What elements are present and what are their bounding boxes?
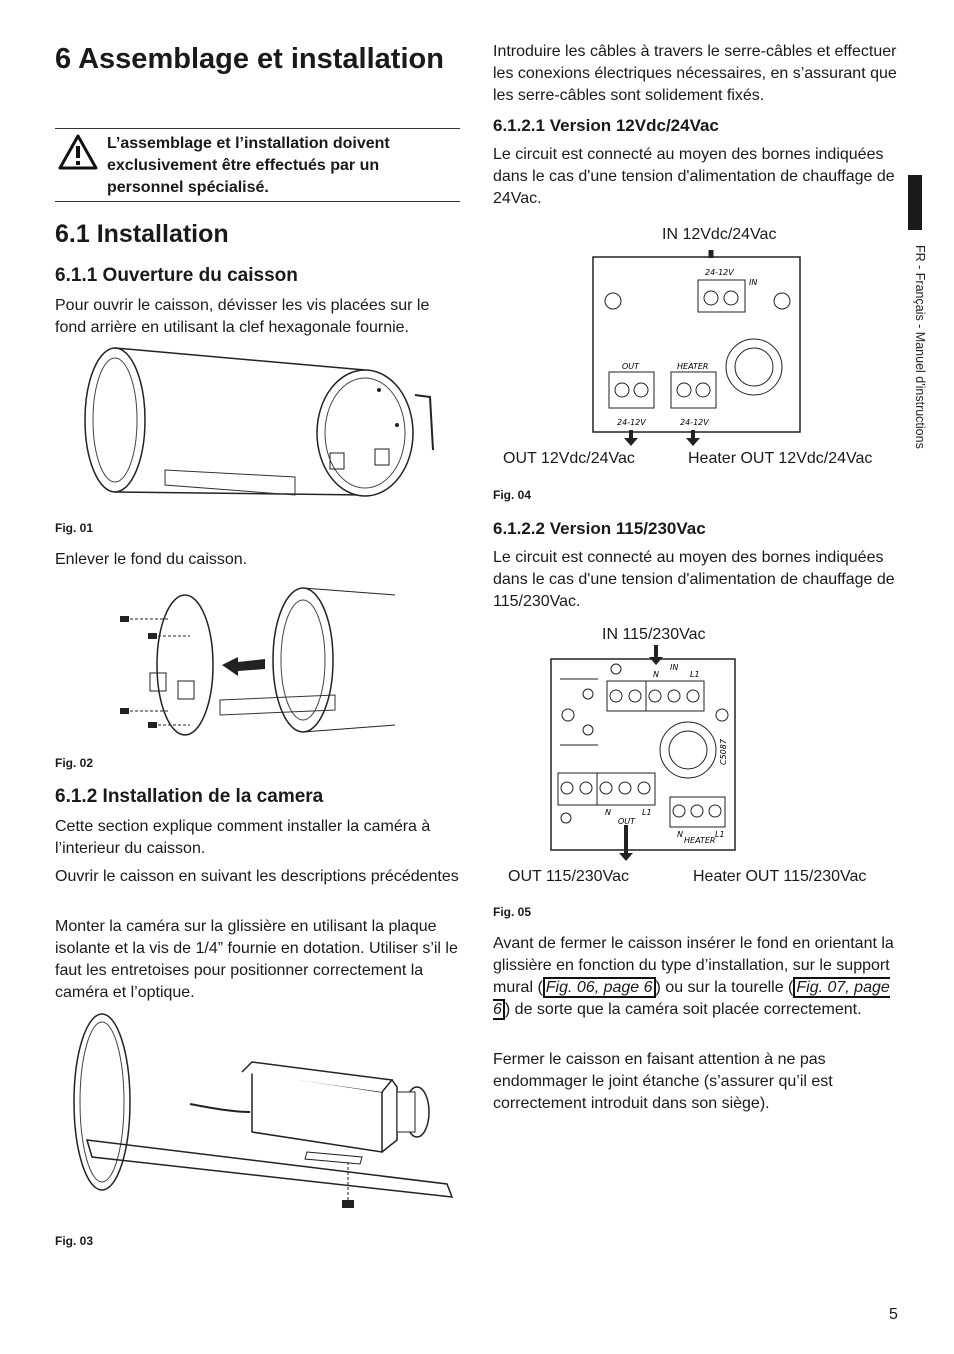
warning-triangle-icon	[57, 133, 99, 171]
paragraph-230v-circuit: Le circuit est connecté au moyen des bornes indiquées dans le cas d'une tension d'alimentation de chauffage de 115/230Vac.	[493, 549, 895, 610]
board5-label-n-out: N	[605, 808, 611, 817]
paragraph-camera-intro: Cette section explique comment installer la caméra à l’interieur du caisson.	[55, 818, 431, 857]
board-label-heater: HEATER	[677, 362, 709, 371]
board5-label-l1-heater: L1	[715, 830, 725, 839]
section-6-1-1-title: 6.1.1 Ouverture du caisson	[55, 265, 298, 286]
section-6-1-2-1-title: 6.1.2.1 Version 12Vdc/24Vac	[493, 116, 719, 135]
fig-04-label: Fig. 04	[493, 488, 532, 502]
board5-label-l1-top: L1	[690, 670, 700, 679]
board5-label-code: C5087	[719, 739, 728, 765]
board-label-in: IN	[749, 278, 758, 287]
fig5-label-in: IN 115/230Vac	[602, 626, 706, 643]
board5-label-out: OUT	[618, 817, 636, 826]
paragraph-remove-back: Enlever le fond du caisson.	[55, 551, 248, 568]
fig5-label-out: OUT 115/230Vac	[508, 868, 629, 885]
chapter-title: 6 Assemblage et installation	[55, 43, 444, 75]
link-fig-06[interactable]: Fig. 06, page 6	[543, 977, 656, 998]
board5-label-in: IN	[670, 663, 679, 672]
section-6-1-title: 6.1 Installation	[55, 220, 229, 248]
paragraph-12v-circuit: Le circuit est connecté au moyen des bornes indiquées dans le cas d'une tension d'alimentation de chauffage de 24Vac.	[493, 146, 895, 207]
board5-label-l1-out: L1	[642, 808, 652, 817]
warning-box	[55, 128, 460, 202]
board5-label-n-heater: N	[677, 830, 683, 839]
board-label-24-12v-b: 24-12V	[680, 418, 709, 427]
board5-label-n-top: N	[653, 670, 659, 679]
paragraph-close-housing: Fermer le caisson en faisant attention à ne pas endommager le joint étanche (s’assurer qu’il est correctement introduit dans son siège).	[493, 1051, 833, 1112]
side-language-label: FR - Français - Manuel d'instructions	[913, 245, 927, 449]
paragraph-open-housing: Pour ouvrir le caisson, dévisser les vis placées sur le fond arrière en utilisant la clef hexagonale fournie.	[55, 297, 430, 336]
fig-02-label: Fig. 02	[55, 756, 94, 770]
figure-01-housing	[75, 345, 450, 510]
fig-03-label: Fig. 03	[55, 1234, 94, 1248]
page-number: 5	[889, 1306, 898, 1323]
fig5-label-heater: Heater OUT 115/230Vac	[693, 868, 867, 885]
board-label-out: OUT	[622, 362, 640, 371]
paragraph-open-housing-2: Ouvrir le caisson en suivant les descriptions précédentes	[55, 868, 459, 885]
link-fig-07[interactable]: Fig. 07, page 6	[493, 979, 890, 1018]
paragraph-mount-camera: Monter la caméra sur la glissière en utilisant la plaque isolante et la vis de 1/4” fournie en dotation. Utiliser s’il le faut les entretoises pour positionner correctement la caméra et l’optique.	[55, 918, 458, 1001]
warning-text: L’assemblage et l’installation doivent exclusivement être effectués par un personnel spécialisé.	[107, 135, 390, 196]
figure-05-board-230v	[550, 645, 740, 865]
fig4-label-in: IN 12Vdc/24Vac	[662, 226, 777, 243]
figure-02-remove-back	[110, 585, 400, 745]
fig4-label-out: OUT 12Vdc/24Vac	[503, 450, 635, 467]
fig-01-label: Fig. 01	[55, 521, 94, 535]
board5-label-heater: HEATER	[684, 836, 716, 845]
paragraph-cables-intro: Introduire les câbles à travers le serre-câbles et effectuer les conexions électriques nécessaires, en s’assurant que les serre-câbles sont solidement fixés.	[493, 43, 897, 104]
section-6-1-2-title: 6.1.2 Installation de la camera	[55, 786, 324, 807]
fig4-label-heater: Heater OUT 12Vdc/24Vac	[688, 450, 873, 467]
figure-04-board-12v	[592, 250, 804, 450]
side-tab-marker	[908, 175, 922, 230]
board-label-24-12v-top: 24-12V	[705, 268, 734, 277]
board-label-24-12v-a: 24-12V	[617, 418, 646, 427]
fig-05-label: Fig. 05	[493, 905, 532, 919]
section-6-1-2-2-title: 6.1.2.2 Version 115/230Vac	[493, 519, 706, 538]
paragraph-before-closing: Avant de fermer le caisson insérer le fond en orientant la glissière en fonction du type d’installation, sur le support mural ( Fig. 06, page 6 ) ou sur la tourelle ( Fig. 07, page 6 ) de sorte que la caméra soit placée correctement.	[493, 935, 894, 1018]
figure-03-camera-mount	[62, 1012, 457, 1222]
